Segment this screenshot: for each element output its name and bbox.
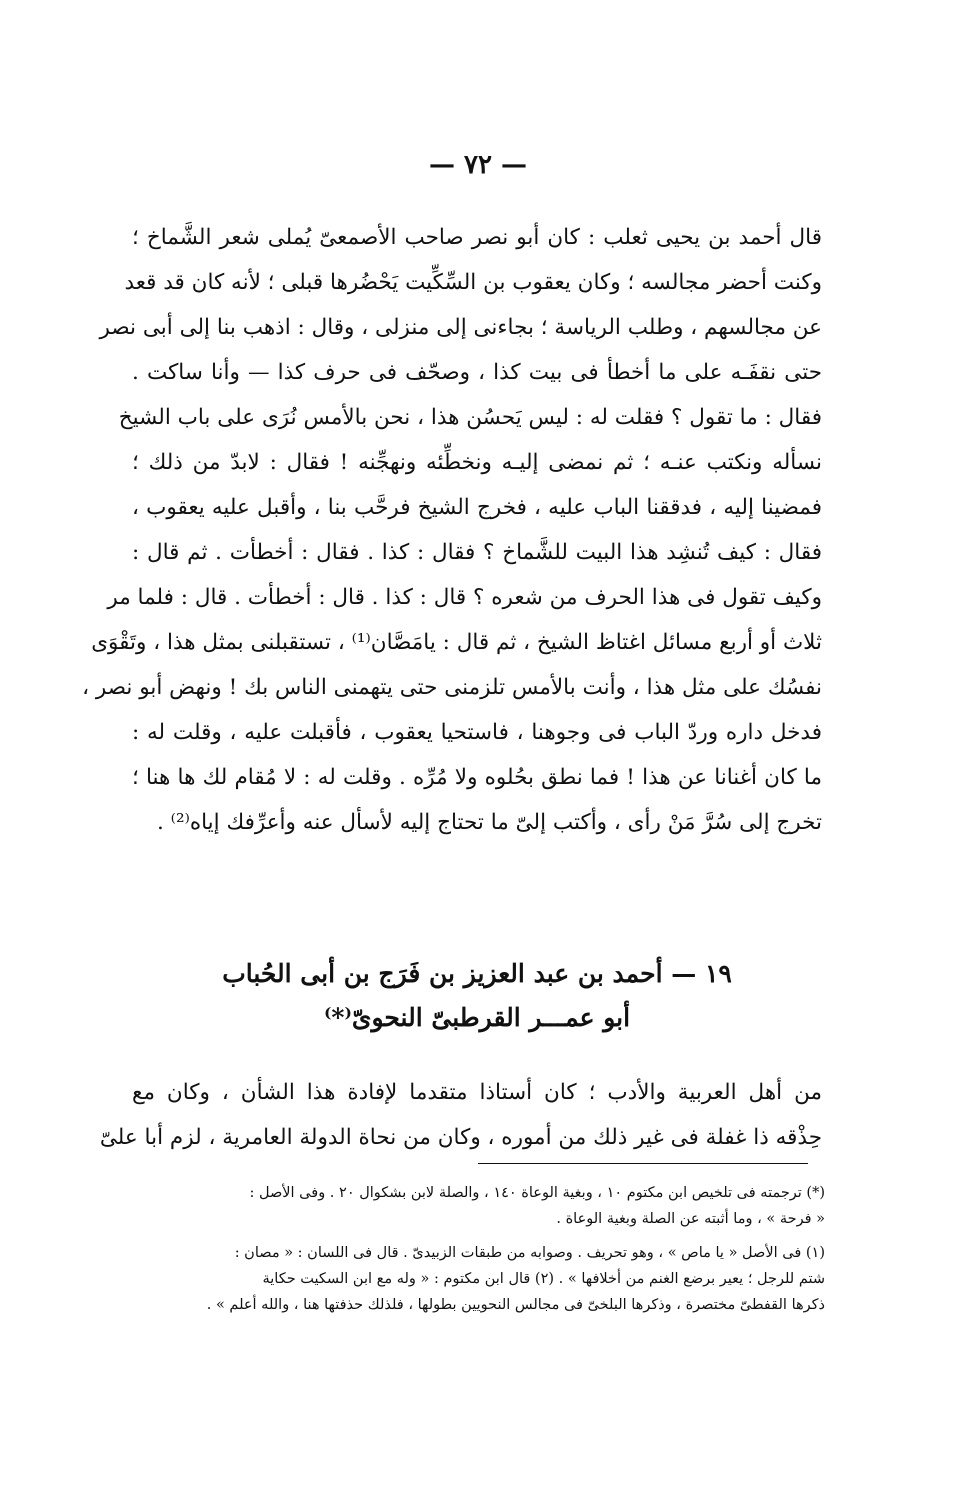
entry-paragraph xyxy=(99,1070,822,1160)
entry-title: ١٩ — أحمد بن عبد العزيز بن فَرَج بن أبى الحُباب xyxy=(222,959,732,988)
text-line: وكنت أحضر مجالسه ؛ وكان يعقوب بن السِّكِّيت يَحْضُرها قبلى ؛ لأنه كان قد قعد xyxy=(124,270,822,295)
main-paragraph xyxy=(82,215,822,845)
text-line: عن مجالسهم ، وطلب الرياسة ؛ بجاءنى إلى منزلى ، وقال : اذهب بنا إلى أبى نصر xyxy=(99,315,822,340)
text-line: قال أحمد بن يحيى ثعلب : كان أبو نصر صاحب الأصمعىّ يُملى شعر الشَّماخ ؛ xyxy=(132,225,822,250)
text-line: ثلاث أو أربع مسائل اغتاظ الشيخ ، ثم قال : يامَصَّان⁽¹⁾ ، تستقبلنى بمثل هذا ، وتَقْوَى xyxy=(91,630,822,655)
text-line: تخرج إلى سُرَّ مَنْ رأى ، وأكتب إلىّ ما تحتاج إليه لأسأل عنه وأعرِّفك إياه⁽²⁾ . xyxy=(157,810,822,835)
text-line: فدخل داره وردّ الباب فى وجوهنا ، فاستحيا يعقوب ، فأقبلت عليه ، وقلت له : xyxy=(132,720,822,745)
text-line: من أهل العربية والأدب ؛ كان أستاذا متقدما لإفادة هذا الشأن ، وكان مع xyxy=(132,1080,822,1105)
footnote-line: (١) فى الأصل « يا ماص » ، وهو تحريف . وصوابه من طبقات الزبيدىّ . قال فى اللسان : « مصان : xyxy=(234,1245,825,1261)
text-line: وكيف تقول فى هذا الحرف من شعره ؟ قال : كذا . قال : أخطأت . قال : فلما مر xyxy=(107,585,822,610)
text-line: فقال : كيف تُنشِد هذا البيت للشَّماخ ؟ فقال : كذا . فقال : أخطأت . ثم قال : xyxy=(132,540,822,565)
entry-heading xyxy=(132,952,822,1040)
footnote-line: ذكرها القفطىّ مختصرة ، وذكرها البلخىّ فى مجالس النحويين بطولها ، فلذلك حذفتها هنا ، والله أعلم » . xyxy=(206,1297,825,1313)
footnote-line: (*) ترجمته فى تلخيص ابن مكتوم ١٠ ، وبغية الوعاة ١٤٠ ، والصلة لابن بشكوال ٢٠ . وفى الأصل : xyxy=(249,1185,825,1201)
entry-subtitle: أبو عمـــر القرطبىّ النحوىّ⁽*⁾ xyxy=(323,1003,631,1032)
footnote-line: شتم للرجل ؛ يعير برضع الغنم من أخلافها » . (٢) قال ابن مكتوم : « وله مع ابن السكيت حكاية xyxy=(262,1271,825,1287)
text-line: نسأله ونكتب عنـه ؛ ثم نمضى إليـه ونخطِّئه ونهجِّنه ! فقال : لابدّ من ذلك ؛ xyxy=(132,450,822,475)
text-line: نفسُك على مثل هذا ، وأنت بالأمس تلزمنى حتى يتهمنى الناس بك ! ونهض أبو نصر ، xyxy=(82,675,822,700)
footnote-line: « فرحة » ، وما أثبته عن الصلة وبغية الوعاة . xyxy=(556,1211,825,1227)
footnote-gap xyxy=(125,1232,825,1240)
footnotes xyxy=(125,1180,825,1318)
text-line: حِذْقه ذا غفلة فى غير ذلك من أموره ، وكان من نحاة الدولة العامرية ، لزم أبا علىّ xyxy=(99,1125,822,1150)
text-line: ما كان أغنانا عن هذا ! فما نطق بحُلوه ولا مُرِّه . وقلت له : لا مُقام لك ها هنا ؛ xyxy=(132,765,822,790)
page-number: — ٧٢ — xyxy=(428,150,528,180)
text-line: فمضينا إليه ، فدققنا الباب عليه ، فخرج الشيخ فرحَّب بنا ، وأقبل عليه يعقوب ، xyxy=(132,495,822,520)
footnote-divider xyxy=(478,1163,808,1164)
text-line: فقال : ما تقول ؟ فقلت له : ليس يَحسُن هذا ، نحن بالأمس نُرَى على باب الشيخ xyxy=(118,405,822,430)
text-line: حتى نقفَـه على ما أخطأ فى بيت كذا ، وصحّف فى حرف كذا — وأنا ساكت . xyxy=(132,360,822,385)
